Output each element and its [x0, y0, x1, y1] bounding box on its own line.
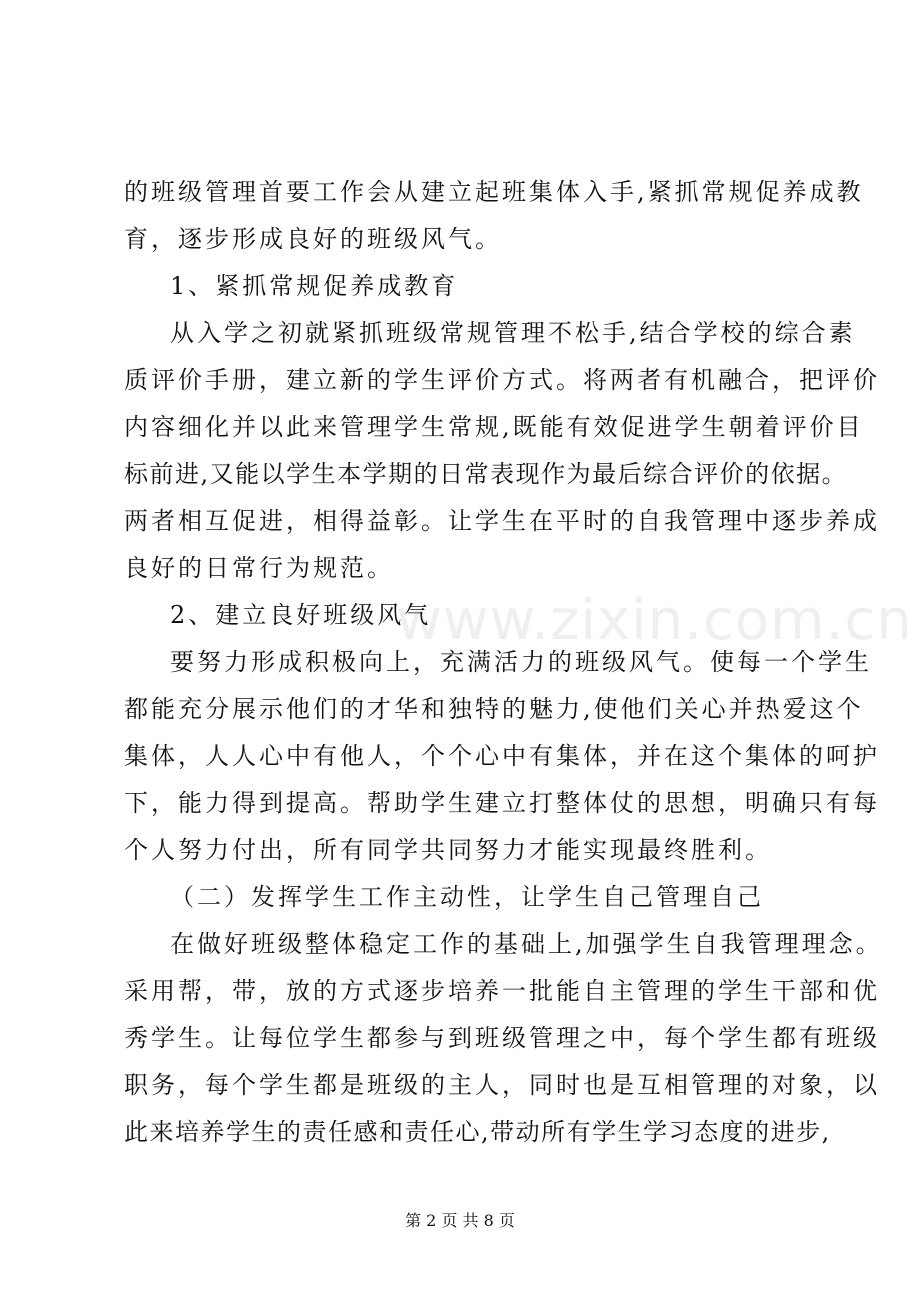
text-line: 育，逐步形成良好的班级风气。	[124, 225, 502, 253]
text-line: 良好的日常行为规范。	[124, 554, 394, 582]
text-line: 质评价手册，建立新的学生评价方式。将两者有机融合，把评价	[124, 366, 880, 394]
text-line: 要努力形成积极向上，充满活力的班级风气。使每一个学生	[170, 648, 872, 676]
page-number-footer: 第 2 页 共 8 页	[405, 1211, 515, 1230]
text-line: 采用帮，带，放的方式逐步培养一批能自主管理的学生干部和优	[124, 977, 880, 1005]
text-line: 都能充分展示他们的才华和独特的魅力,使他们关心并热爱这个	[124, 695, 864, 723]
section-heading: 2、建立良好班级风气	[170, 601, 432, 629]
text-line: 集体，人人心中有他人，个个心中有集体，并在这个集体的呵护	[124, 742, 880, 770]
text-line: 的班级管理首要工作会从建立起班集体入手,紧抓常规促养成教	[124, 178, 864, 206]
text-line: 个人努力付出，所有同学共同努力才能实现最终胜利。	[124, 836, 772, 864]
text-line: 内容细化并以此来管理学生常规,既能有效促进学生朝着评价目	[124, 413, 864, 441]
text-line: 下，能力得到提高。帮助学生建立打整体仗的思想，明确只有每	[124, 789, 880, 817]
text-line: 职务，每个学生都是班级的主人，同时也是互相管理的对象，以	[124, 1071, 880, 1099]
text-line: 秀学生。让每位学生都参与到班级管理之中，每个学生都有班级	[124, 1024, 880, 1052]
text-line: 两者相互促进，相得益彰。让学生在平时的自我管理中逐步养成	[124, 507, 880, 535]
section-heading: （二）发挥学生工作主动性，让学生自己管理自己	[170, 883, 764, 911]
watermark: www.zixin.com.cn	[396, 588, 913, 653]
text-line: 此来培养学生的责任感和责任心,带动所有学生学习态度的进步,	[124, 1118, 831, 1146]
text-line: 从入学之初就紧抓班级常规管理不松手,结合学校的综合素	[170, 319, 856, 347]
text-line: 标前进,又能以学生本学期的日常表现作为最后综合评价的依据。	[124, 460, 848, 488]
section-heading: 1、紧抓常规促养成教育	[170, 272, 459, 300]
text-line: 在做好班级整体稳定工作的基础上,加强学生自我管理理念。	[170, 930, 883, 958]
